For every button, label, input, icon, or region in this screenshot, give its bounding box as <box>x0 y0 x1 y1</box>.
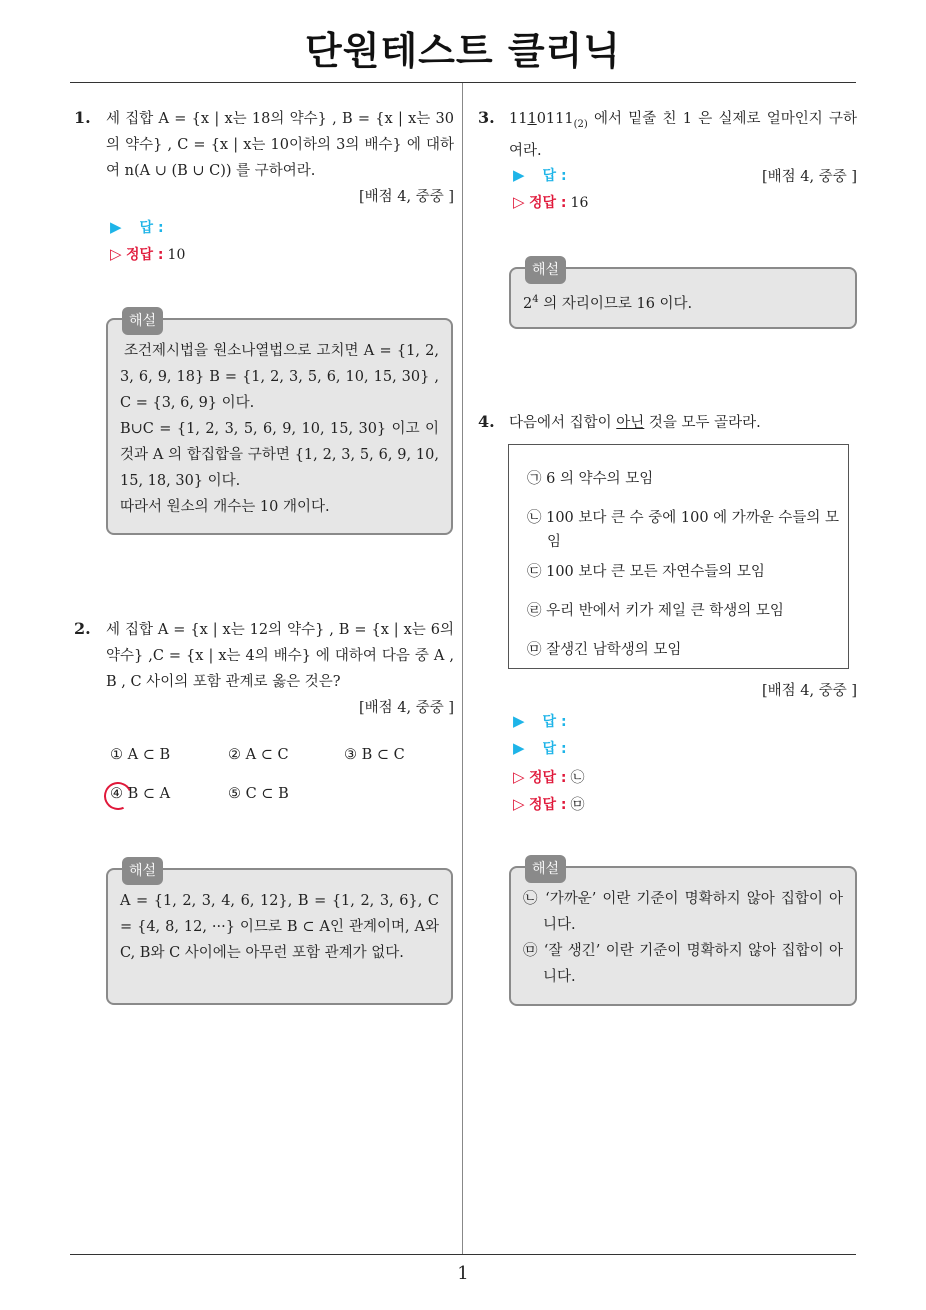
q3-solution-exp: 4 <box>532 294 539 305</box>
choice-1[interactable]: ① A ⊂ B <box>110 747 171 763</box>
q2-meta: [배점 4, 중중 ] <box>358 700 454 716</box>
q4-items-box <box>508 444 849 669</box>
q4-solution-box <box>509 861 857 1006</box>
q4-text-part: 것을 모두 골라라. <box>644 415 761 431</box>
column-divider <box>462 83 463 1255</box>
q4-correct-row <box>513 764 585 791</box>
q3-answer-block <box>513 162 588 216</box>
q4-item: ㉠ 6 의 약수의 모임 <box>527 471 654 487</box>
q2-solution-box <box>106 863 453 1005</box>
q3-number-part: 11 <box>509 111 528 127</box>
play-outline-icon: ▷ <box>110 245 122 263</box>
play-filled-icon: ▶ <box>513 739 525 757</box>
page-number: 1 <box>457 1263 469 1284</box>
q3-number: 3. <box>478 108 495 127</box>
q3-solution-base: 2 <box>523 295 533 312</box>
q4-answer-row <box>513 708 585 735</box>
answer-label: 답 : <box>542 714 567 730</box>
play-filled-icon: ▶ <box>513 166 525 184</box>
answer-label: 답 : <box>139 220 164 236</box>
q1-body <box>106 106 454 210</box>
q1-answer-row <box>110 214 185 241</box>
q4-meta-row <box>509 678 857 704</box>
q3-base: (2) <box>573 118 588 130</box>
q3-text <box>509 106 857 164</box>
q3-number-part: 0111 <box>536 111 574 127</box>
q4-item: ㉡ 100 보다 큰 수 중에 100 에 가까운 수들의 모임 <box>527 510 840 550</box>
correct-label: 정답 : <box>529 195 567 211</box>
solution-tag: 해설 <box>122 857 163 885</box>
q2-body <box>106 617 454 721</box>
q1-text: 세 집합 A = {x | x는 18의 약수} , B = {x | x는 30의 약수} , C = {x | x는 10이하의 3의 배수} 에 대하여 n(A ∪ (B ∪ C)) 를 구하여라. <box>106 111 454 179</box>
q4-meta: [배점 4, 중중 ] <box>761 683 857 699</box>
q1-solution-box <box>106 313 453 535</box>
q4-item: ㉤ 잘생긴 남학생의 모임 <box>527 642 682 658</box>
q3-question-text: 에서 밑줄 친 1 은 실제로 얼마인지 구하여라. <box>509 111 857 159</box>
q1-correct-row <box>110 241 185 268</box>
bottom-divider <box>70 1254 856 1255</box>
q3-solution-text: 의 자리이므로 16 이다. <box>538 295 693 312</box>
choice-3[interactable]: ③ B ⊂ C <box>344 747 405 763</box>
q3-underlined-digit: 1 <box>527 111 537 127</box>
q4-underlined-word: 아닌 <box>616 415 645 431</box>
q1-solution-line: B∪C = {1, 2, 3, 5, 6, 9, 10, 15, 30} 이고 이것과 A 의 합집합을 구하면 {1, 2, 3, 5, 6, 9, 10, 15, 18, 30} 이다. <box>120 421 439 489</box>
answer-label: 답 : <box>542 741 567 757</box>
correct-label: 정답 : <box>529 770 567 786</box>
q3-correct-value: 16 <box>570 195 589 211</box>
q4-answer-row <box>513 735 585 762</box>
solution-tag: 해설 <box>525 855 566 883</box>
play-filled-icon: ▶ <box>110 218 122 236</box>
answer-label: 답 : <box>542 168 567 184</box>
q4-correct-value: ㉤ <box>570 797 585 813</box>
q1-meta: [배점 4, 중중 ] <box>358 189 454 205</box>
q4-text <box>509 410 857 436</box>
solution-tag: 해설 <box>525 256 566 284</box>
q1-solution-line: 따라서 원소의 개수는 10 개이다. <box>120 499 330 515</box>
q4-text-part: 다음에서 집합이 <box>509 415 617 431</box>
choice-2[interactable]: ② A ⊂ C <box>228 747 289 763</box>
choice-4[interactable]: ④ B ⊂ A <box>110 786 171 802</box>
q3-meta: [배점 4, 중중 ] <box>761 168 857 185</box>
q1-solution-line: 조건제시법을 원소나열법으로 고치면 A = {1, 2, 3, 6, 9, 18} B = {1, 2, 3, 5, 6, 10, 15, 30} , C = {3, 6, 9} 이다. <box>120 343 439 411</box>
q4-item: ㉢ 100 보다 큰 모든 자연수들의 모임 <box>527 564 765 580</box>
play-outline-icon: ▷ <box>513 768 525 786</box>
q3-solution-box <box>509 262 857 329</box>
q1-answer-block <box>110 214 185 268</box>
q1-correct-value: 10 <box>167 247 186 263</box>
q4-body <box>509 410 857 436</box>
q4-correct-row <box>513 791 585 818</box>
correct-label: 정답 : <box>126 247 164 263</box>
q4-solution-line: ㉡ ‘가까운’ 이란 기준이 명확하지 않아 집합이 아니다. <box>523 891 843 933</box>
choice-5[interactable]: ⑤ C ⊂ B <box>228 786 289 802</box>
q4-correct-value: ㉡ <box>570 770 585 786</box>
q4-item: ㉣ 우리 반에서 키가 제일 큰 학생의 모임 <box>527 603 784 619</box>
q4-solution-line: ㉤ ‘잘 생긴’ 이란 기준이 명확하지 않아 집합이 아니다. <box>523 943 843 985</box>
play-filled-icon: ▶ <box>513 712 525 730</box>
solution-tag: 해설 <box>122 307 163 335</box>
q2-text: 세 집합 A = {x | x는 12의 약수} , B = {x | x는 6의 약수} ,C = {x | x는 4의 배수} 에 대하여 다음 중 A , B , C 사이의 포함 관계로 옳은 것은? <box>106 622 454 690</box>
q3-answer-row <box>513 162 588 189</box>
play-outline-icon: ▷ <box>513 795 525 813</box>
q2-number: 2. <box>74 619 91 638</box>
q4-number: 4. <box>478 412 495 431</box>
play-outline-icon: ▷ <box>513 193 525 211</box>
top-divider <box>70 82 856 83</box>
correct-label: 정답 : <box>529 797 567 813</box>
page-title: 단원테스트 클리닉 <box>305 29 621 73</box>
q2-solution-line: A = {1, 2, 3, 4, 6, 12}, B = {1, 2, 3, 6}, C = {4, 8, 12, ···} 이므로 B ⊂ A인 관계이며, A와 C, B와 C 사이에는 아무런 포함 관계가 없다. <box>120 893 439 961</box>
q3-correct-row <box>513 189 588 216</box>
q4-answer-block <box>513 708 585 818</box>
q3-solution-line <box>523 287 843 317</box>
q1-number: 1. <box>74 108 91 127</box>
